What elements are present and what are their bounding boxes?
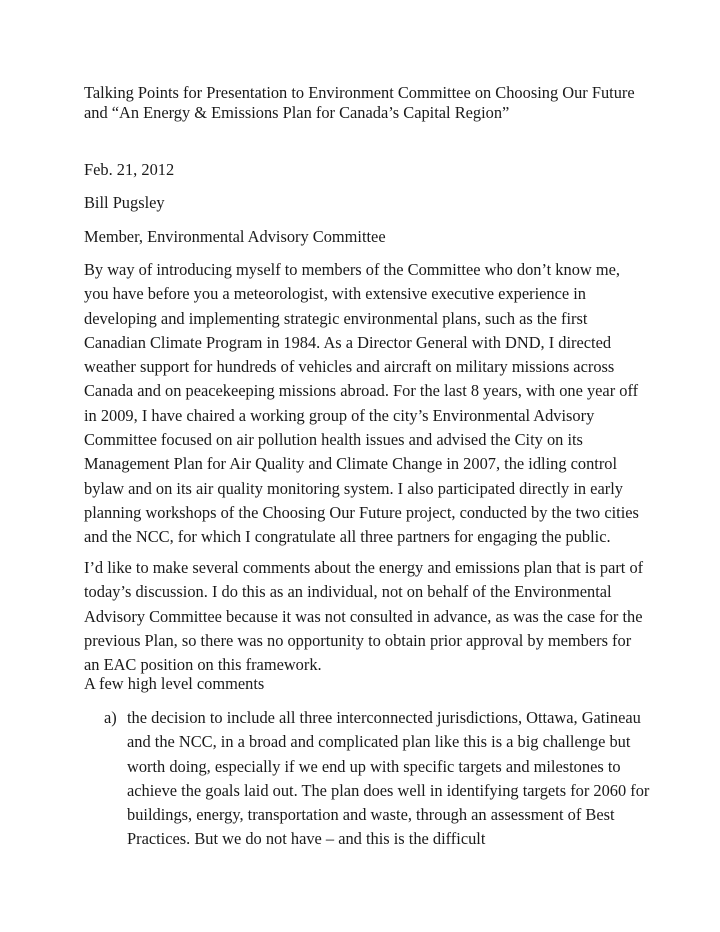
comments-list (104, 706, 654, 852)
paragraph-introduction: By way of introducing myself to members of the Committee who don’t know me, you have before you a meteorologist, with extensive executive experience in developing and implementing strategic environmental plans, such as the first Canadian Climate Program in 1984. As a Director General with DND, I directed weather support for hundreds of vehicles and aircraft on military missions across Canada and on peacekeeping missions abroad. For the last 8 years, with one year off in 2009, I have chaired a working group of the city’s Environmental Advisory Committee focused on air pollution health issues and advised the City on its Management Plan for Air Quality and Climate Change in 2007, the idling control bylaw and on its air quality monitoring system. I also participated directly in early planning workshops of the Choosing Our Future project, conducted by the two cities and the NCC, for which I congratulate all three partners for engaging the public. (84, 260, 639, 547)
document-date: Feb. 21, 2012 (84, 160, 175, 179)
author-role: Member, Environmental Advisory Committee (84, 227, 386, 246)
document-author: Bill Pugsley (84, 193, 165, 212)
list-item-text: the decision to include all three interconnected jurisdictions, Ottawa, Gatineau and the NCC, in a broad and complicated plan like this is a big challenge but worth doing, especially if we end up with specific targets and milestones to achieve the goals laid out. The plan does well in identifying targets for 2060 for buildings, energy, transportation and waste, through an assessment of Best Practices. But we do not have – and this is the difficult (127, 708, 650, 849)
paragraph-high-level: A few high level comments (84, 674, 265, 693)
document-title: Talking Points for Presentation to Environment Committee on Choosing Our Future and “An Energy & Emissions Plan for Canada’s Capital Region” (84, 83, 635, 122)
list-item (104, 706, 654, 852)
paragraph-comments: I’d like to make several comments about the energy and emissions plan that is part of today’s discussion. I do this as an individual, not on behalf of the Environmental Advisory Committee because it was not consulted in advance, as was the case for the previous Plan, so there was no opportunity to obtain prior approval by members for an EAC position on this framework. (84, 558, 644, 675)
list-marker: a) (104, 708, 117, 727)
